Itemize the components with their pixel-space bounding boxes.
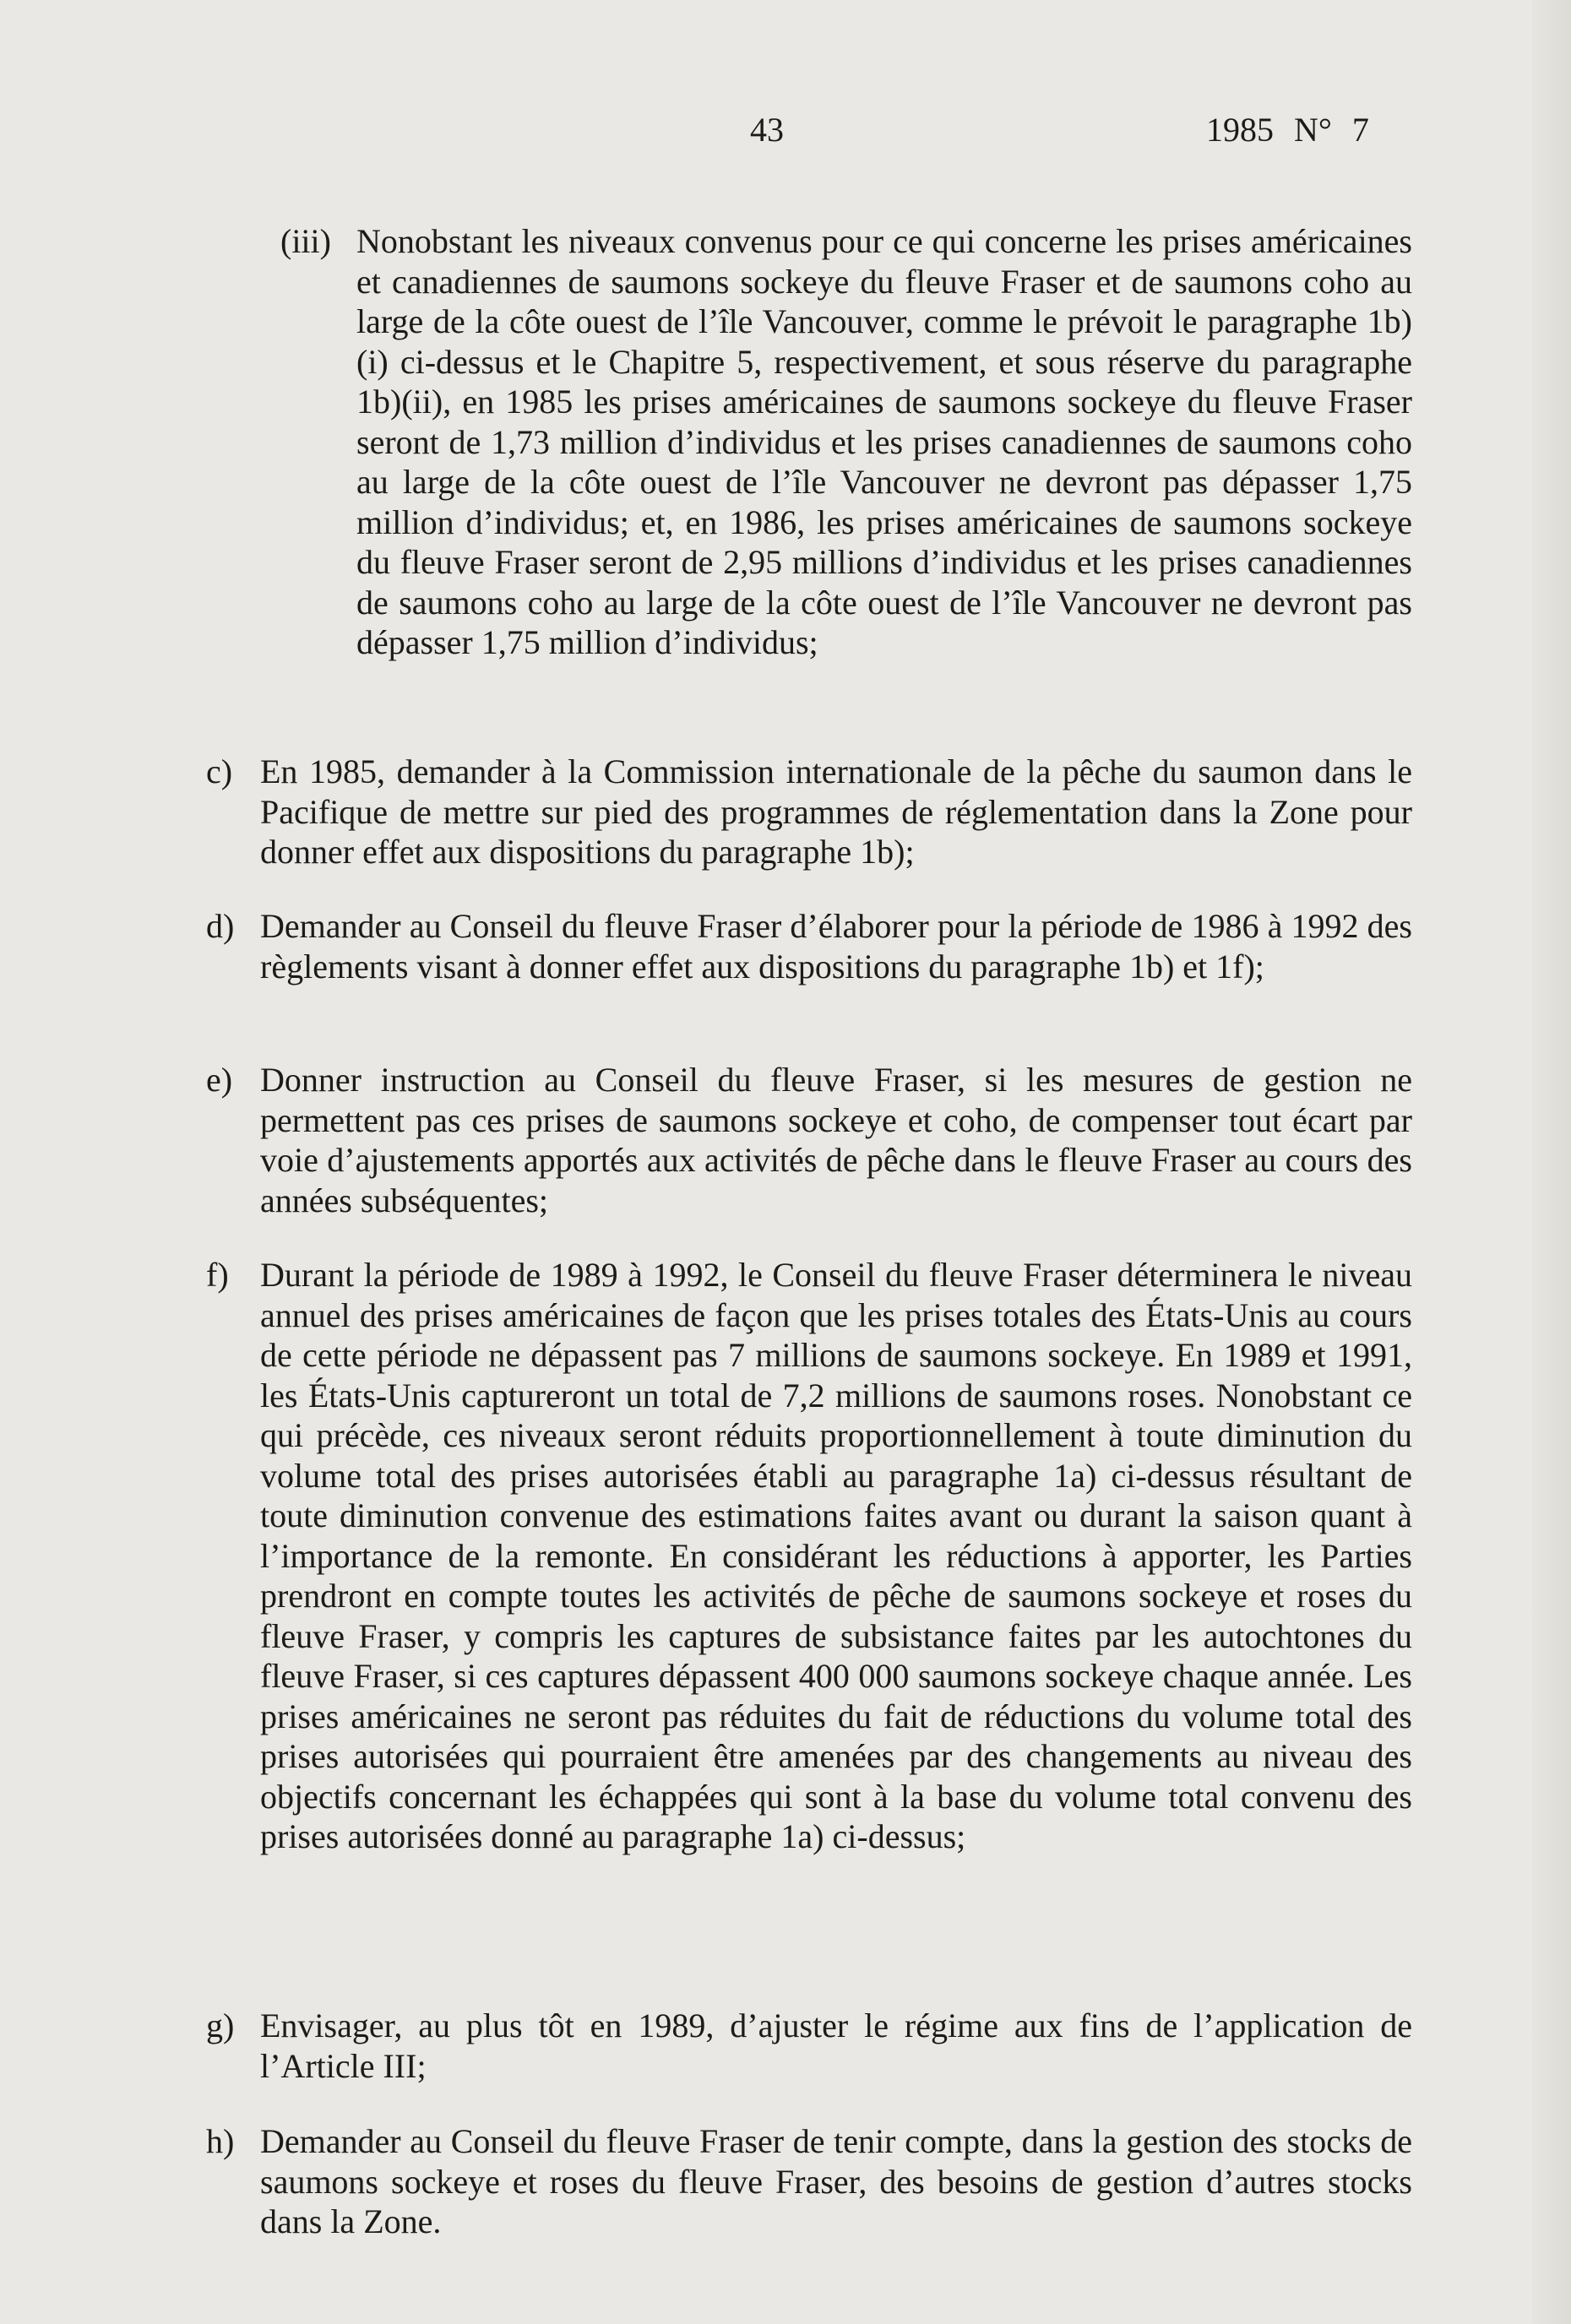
item-label-iii: (iii) xyxy=(280,222,331,260)
item-text-d: Demander au Conseil du fleuve Fraser d’élaborer pour la période de 1986 à 1992 des règlements visant à donner effet aux dispositions du paragraphe 1b) et 1f); xyxy=(260,907,1412,986)
item-label-e: e) xyxy=(206,1061,233,1099)
page-edge xyxy=(1532,0,1571,2324)
item-text-c: En 1985, demander à la Commission internationale de la pêche du saumon dans le Pacifique de mettre sur pied des programmes de réglementation dans la Zone pour donner effet aux dispositions du paragraphe 1b); xyxy=(260,752,1412,871)
item-text-g: Envisager, au plus tôt en 1989, d’ajuster le régime aux fins de l’application de l’Article III; xyxy=(260,2006,1412,2085)
item-label-c: c) xyxy=(206,752,233,790)
page-number: 43 xyxy=(750,111,784,149)
item-label-d: d) xyxy=(206,907,235,945)
running-head: 1985 N° 7 xyxy=(1206,111,1369,149)
item-label-f: f) xyxy=(206,1256,229,1294)
item-text-h: Demander au Conseil du fleuve Fraser de tenir compte, dans la gestion des stocks de saumons sockeye et roses du fleuve Fraser, des besoins de gestion d’autres stocks dans la Zone. xyxy=(260,2122,1412,2240)
item-text-iii: Nonobstant les niveaux convenus pour ce qui concerne les prises américaines et canadiennes de saumons sockeye du fleuve Fraser et de saumons coho au large de la côte ouest de l’île Vancouver, comme le prévoit le paragraphe 1b)(i) ci-dessus et le Chapitre 5, respectivement, et sous réserve du paragraphe 1b)(ii), en 1985 les prises américaines de saumons sockeye du fleuve Fraser seront de 1,73 million d’individus et les prises canadiennes de saumons coho au large de la côte ouest de l’île Vancouver ne devront pas dépasser 1,75 million d’individus; et, en 1986, les prises américaines de saumons sockeye du fleuve Fraser seront de 2,95 millions d’individus et les prises canadiennes de saumons coho au large de la côte ouest de l’île Vancouver ne devront pas dépasser 1,75 million d’individus; xyxy=(356,222,1412,661)
item-text-f: Durant la période de 1989 à 1992, le Conseil du fleuve Fraser déterminera le niveau annuel des prises américaines de façon que les prises totales des États-Unis au cours de cette période ne dépassent pas 7 millions de saumons sockeye. En 1989 et 1991, les États-Unis captureront un total de 7,2 millions de saumons roses. Nonobstant ce qui précède, ces niveaux seront réduits proportionnellement à toute diminution du volume total des prises autorisées établi au paragraphe 1a) ci-dessus résultant de toute diminution convenue des estimations faites avant ou durant la saison quant à l’importance de la remonte. En considérant les réductions à apporter, les Parties prendront en compte toutes les activités de pêche de saumons sockeye et roses du fleuve Fraser, y compris les captures de subsistance faites par les autochtones du fleuve Fraser, si ces captures dépassent 400 000 saumons sockeye chaque année. Les prises américaines ne seront pas réduites du fait de réductions du volume total des prises autorisées qui pourraient être amenées par des changements au niveau des objectifs concernant les échappées qui sont à la base du volume total convenu des prises autorisées donné au paragraphe 1a) ci-dessus; xyxy=(260,1256,1412,1855)
item-label-g: g) xyxy=(206,2006,235,2044)
item-label-h: h) xyxy=(206,2122,235,2160)
item-text-e: Donner instruction au Conseil du fleuve Fraser, si les mesures de gestion ne permettent pas ces prises de saumons sockeye et coho, de compenser tout écart par voie d’ajustements apportés aux activités de pêche dans le fleuve Fraser au cours des années subséquentes; xyxy=(260,1061,1412,1219)
